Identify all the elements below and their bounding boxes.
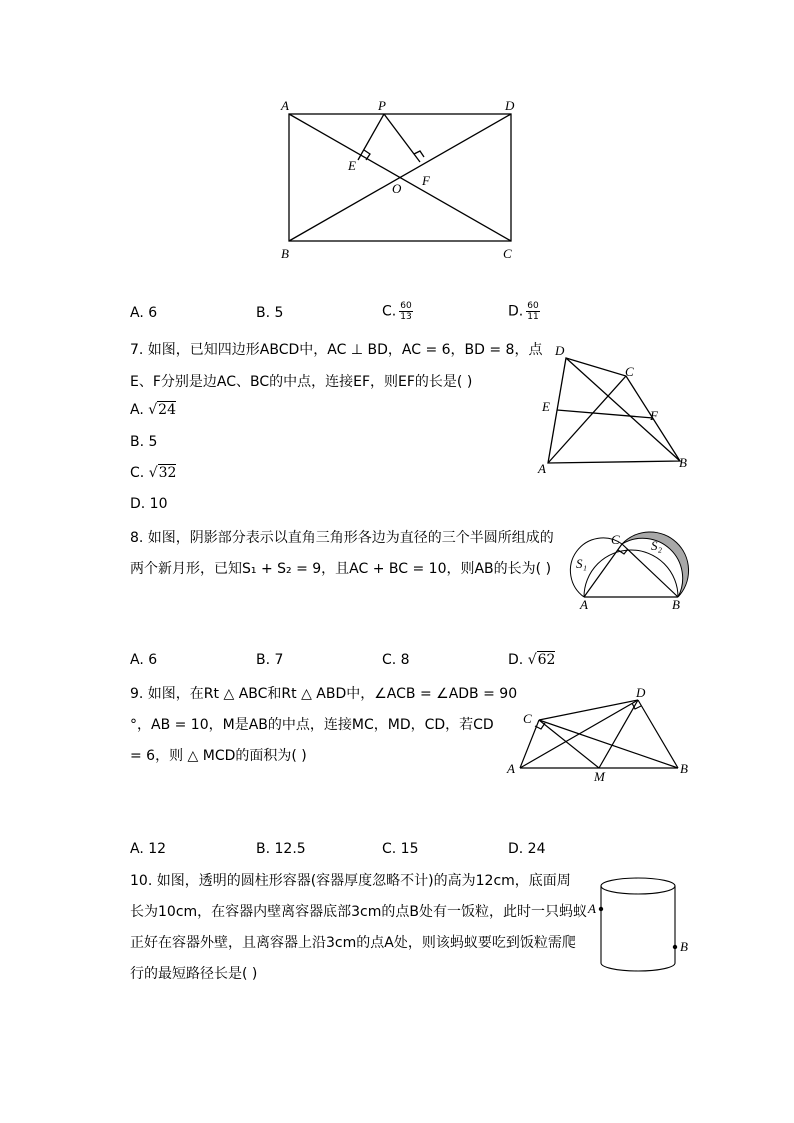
- label-P: P: [378, 98, 386, 113]
- q10-text-line1: 10. 如图，透明的圆柱形容器(容器厚度忽略不计)的高为12cm，底面周: [130, 873, 571, 889]
- label-S2: S₂: [651, 538, 663, 553]
- q6-option-b: B. 5: [256, 305, 284, 321]
- q9-option-d: D. 24: [508, 841, 546, 857]
- label-D: D: [505, 98, 515, 113]
- label-B: B: [679, 455, 687, 470]
- label-B: B: [281, 246, 289, 261]
- q9-text-line3: = 6，则 △ MCD的面积为( ): [130, 748, 307, 764]
- q6-option-c: C. $\frac{60}{13}$: [382, 301, 412, 322]
- label-A: A: [538, 461, 546, 475]
- label-S1: S₁: [576, 556, 588, 571]
- label-B: B: [672, 597, 680, 612]
- q10-text-line2: 长为10cm，在容器内壁离容器底部3cm的点B处有一饭粒，此时一只蚂蚁: [130, 904, 587, 920]
- right-triangles-figure: [502, 683, 702, 783]
- quadrilateral-figure: [530, 340, 700, 475]
- label-E: E: [542, 399, 550, 414]
- q9-text-line2: °，AB = 10，M是AB的中点，连接MC，MD，CD，若CD: [130, 717, 494, 733]
- label-A: A: [588, 901, 596, 916]
- crescent-figure: [568, 525, 696, 615]
- q8-option-b: B. 7: [256, 652, 284, 668]
- q9-option-c: C. 15: [382, 841, 419, 857]
- cylinder-figure: [585, 872, 695, 977]
- q8-option-c: C. 8: [382, 652, 410, 668]
- q7-text-line1: 7. 如图，已知四边形ABCD中，AC ⊥ BD，AC = 6，BD = 8，点: [130, 342, 543, 358]
- label-M: M: [594, 769, 605, 783]
- label-F: F: [422, 173, 430, 188]
- q8-text-line2: 两个新月形，已知S₁ + S₂ = 9，且AC + BC = 10，则AB的长为( ): [130, 561, 552, 577]
- q7-option-b: B. 5: [130, 434, 158, 450]
- label-C: C: [503, 246, 512, 261]
- label-C: C: [611, 532, 620, 547]
- label-A: A: [507, 761, 515, 776]
- q7-option-a: A. √24: [130, 402, 176, 418]
- q7-option-c: C. √32: [130, 465, 177, 481]
- q9-text-line1: 9. 如图，在Rt △ ABC和Rt △ ABD中，∠ACB = ∠ADB = 90: [130, 686, 518, 702]
- q10-text-line4: 行的最短路径长是( ): [130, 966, 258, 982]
- q7-text-line2: E、F分别是边AC、BC的中点，连接EF，则EF的长是( ): [130, 374, 473, 390]
- label-D: D: [636, 685, 646, 700]
- label-F: F: [650, 408, 658, 423]
- label-D: D: [555, 343, 565, 358]
- q8-text-line1: 8. 如图，阴影部分表示以直角三角形各边为直径的三个半圆所组成的: [130, 530, 554, 546]
- rectangle-figure: [270, 92, 540, 264]
- q8-option-d: D. √62: [508, 652, 556, 668]
- label-A: A: [281, 98, 289, 113]
- q6-option-a: A. 6: [130, 305, 158, 321]
- label-O: O: [392, 181, 402, 196]
- q6-option-d: D. $\frac{60}{11}$: [508, 301, 539, 322]
- q7-option-d: D. 10: [130, 496, 168, 512]
- label-A: A: [580, 597, 588, 612]
- q9-option-a: A. 12: [130, 841, 167, 857]
- label-B: B: [680, 939, 688, 954]
- q8-option-a: A. 6: [130, 652, 158, 668]
- label-C: C: [625, 364, 634, 379]
- label-B: B: [680, 761, 688, 776]
- label-E: E: [348, 158, 356, 173]
- label-C: C: [523, 711, 532, 726]
- q10-text-line3: 正好在容器外壁，且离容器上沿3cm的点A处，则该蚂蚁要吃到饭粒需爬: [130, 935, 576, 951]
- q9-option-b: B. 12.5: [256, 841, 306, 857]
